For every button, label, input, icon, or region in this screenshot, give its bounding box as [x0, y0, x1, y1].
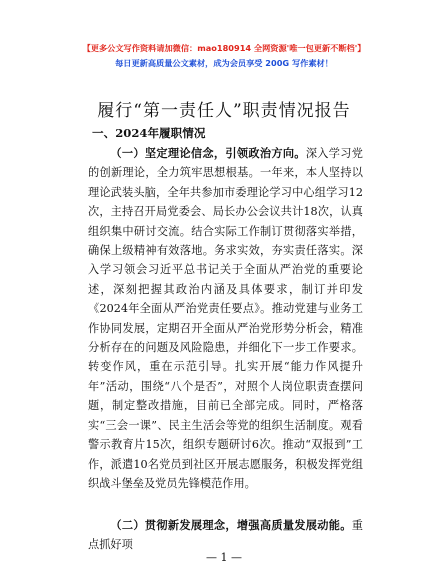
- paragraph-1-body: 深入学习党的创新理论，全力筑牢思想根基。一年来，本人坚持以理论武装头脑，全年共参加市委理论学习中心组学习12次，主持召开局党委会、局长办公会议共计18次，认真组织集中研讨交流。结合实际工作制订贯彻落实举措，确保上级精神有效落地。务求实效，夯实责任落实。深入学习领会习近平总书记关于全面从严治党的重要论述，深刻把握其政治内涵及具体要求，制订并印发《2024年全面从严治党责任要点》。推动党建与业务工作协同发展，定期召开全面从严治党形势分析会，精准分析存在的问题及风险隐患，并细化下一步工作要求。转变作风，重在示范引导。扎实开展“能力作风提升年”活动，围绕“八个是否”，对照个人岗位职责查摆问题，制定整改措施，目前已全部完成。同时，严格落实“三会一课”、民主生活会等党的组织生活制度。观看警示教育片15次，组织专题研讨6次。推动“双报到”工作，派遣10名党员到社区开展志愿服务，积极发挥党组织战斗堡垒及党员先锋模范作用。: [88, 147, 363, 490]
- section-heading: 一、2024年履职情况: [92, 126, 206, 140]
- paragraph-1: [88, 144, 363, 493]
- paragraph-2: [88, 516, 363, 555]
- page-number: — 1 —: [206, 551, 242, 564]
- promo-banner-line-2: 每日更新高质量公文素材，成为会员享受 200G 写作素材！: [115, 58, 333, 68]
- document-title: 履行“第一责任人”职责情况报告: [97, 101, 351, 121]
- promo-banner-line-1: 【更多公文写作资料请加微信：mao180914 全网资源'唯一包更新不断档'】: [82, 43, 366, 53]
- paragraph-1-heading: （一）坚定理论信念，引领政治方向。: [110, 146, 306, 160]
- paragraph-2-heading: （二）贯彻新发展理念，增强高质量发展动能。: [110, 518, 352, 532]
- paragraph-2-body: 重点抓好项: [88, 519, 363, 552]
